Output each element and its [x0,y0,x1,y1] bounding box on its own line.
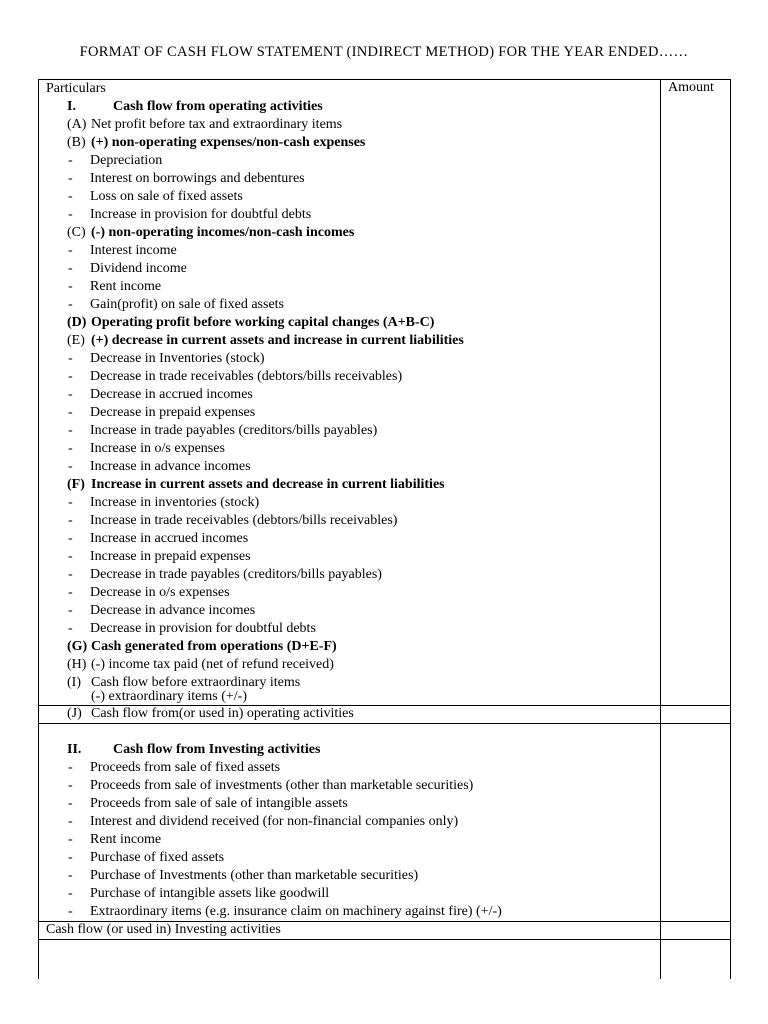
bullet-dash: - [68,621,73,636]
bullet-dash: - [68,850,73,865]
row-divider-investing-total [38,939,731,940]
section-number: I. [67,99,76,114]
line-text: Cash generated from operations (D+E-F) [91,639,337,654]
bullet-dash: - [68,567,73,582]
item-text: Increase in provision for doubtful debts [90,207,312,222]
bullet-dash: - [68,760,73,775]
item-text: Decrease in trade receivables (debtors/bills receivables) [90,369,403,384]
item-text: Decrease in accrued incomes [90,387,253,402]
bullet-dash: - [68,423,73,438]
bullet-dash: - [68,886,73,901]
bullet-dash: - [68,351,73,366]
item-text: Rent income [90,832,162,847]
line-text: (-) non-operating incomes/non-cash incomes [91,225,355,240]
bullet-dash: - [68,513,73,528]
line-label: (B) [67,135,86,150]
page-title: FORMAT OF CASH FLOW STATEMENT (INDIRECT METHOD) FOR THE YEAR ENDED…… [79,44,689,60]
line-label: (G) [67,639,88,654]
bullet-dash: - [68,207,73,222]
line-text: (+) decrease in current assets and increase in current liabilities [91,333,464,348]
bullet-dash: - [68,495,73,510]
section-number: II. [67,742,82,757]
item-text: Increase in trade receivables (debtors/bills receivables) [90,513,398,528]
item-text: Purchase of intangible assets like goodwill [90,886,330,901]
item-text: Increase in accrued incomes [90,531,249,546]
section-title: Cash flow from operating activities [113,99,323,114]
bullet-dash: - [68,549,73,564]
line-text: (-) income tax paid (net of refund received) [91,657,334,672]
bullet-dash: - [68,369,73,384]
column-divider [660,79,661,979]
item-text: Increase in inventories (stock) [90,495,260,510]
bullet-dash: - [68,778,73,793]
total-label: Cash flow (or used in) Investing activities [46,922,281,937]
table-border-left [38,79,39,979]
bullet-dash: - [68,387,73,402]
item-text: Interest on borrowings and debentures [90,171,305,186]
bullet-dash: - [68,603,73,618]
bullet-dash: - [68,796,73,811]
bullet-dash: - [68,531,73,546]
item-text: Depreciation [90,153,163,168]
item-text: Increase in advance incomes [90,459,251,474]
item-text: Interest income [90,243,177,258]
line-label: (E) [67,333,85,348]
item-text: Decrease in prepaid expenses [90,405,256,420]
item-text: Purchase of fixed assets [90,850,225,865]
item-text: Decrease in Inventories (stock) [90,351,265,366]
bullet-dash: - [68,405,73,420]
item-text: Increase in trade payables (creditors/bills payables) [90,423,378,438]
table-border-right [730,79,731,979]
item-text: Rent income [90,279,162,294]
line-text: Cash flow before extraordinary items [91,675,301,690]
line-text: Net profit before tax and extraordinary items [91,117,343,132]
bullet-dash: - [68,441,73,456]
item-text: Gain(profit) on sale of fixed assets [90,297,284,312]
bullet-dash: - [68,153,73,168]
cash-flow-table [38,79,731,979]
line-text: Cash flow from(or used in) operating activities [91,706,354,721]
particulars-header: Particulars [46,81,106,96]
row-divider-operating-total [38,723,731,724]
line-label: (A) [67,117,87,132]
line-text: (+) non-operating expenses/non-cash expenses [91,135,366,150]
line-text: Increase in current assets and decrease in current liabilities [91,477,445,492]
item-text: Decrease in trade payables (creditors/bills payables) [90,567,382,582]
item-text: Interest and dividend received (for non-financial companies only) [90,814,459,829]
line-label: (F) [67,477,85,492]
bullet-dash: - [68,243,73,258]
bullet-dash: - [68,832,73,847]
line-label: (I) [67,675,81,690]
bullet-dash: - [68,279,73,294]
bullet-dash: - [68,297,73,312]
line-label: (D) [67,315,87,330]
bullet-dash: - [68,459,73,474]
bullet-dash: - [68,814,73,829]
item-text: Purchase of Investments (other than marketable securities) [90,868,419,883]
section-title: Cash flow from Investing activities [113,742,321,757]
line-text: (-) extraordinary items (+/-) [91,689,247,704]
item-text: Increase in prepaid expenses [90,549,251,564]
item-text: Proceeds from sale of investments (other than marketable securities) [90,778,474,793]
item-text: Increase in o/s expenses [90,441,225,456]
bullet-dash: - [68,904,73,919]
line-label: (J) [67,706,82,721]
amount-header: Amount [668,80,714,95]
item-text: Dividend income [90,261,187,276]
item-text: Loss on sale of fixed assets [90,189,243,204]
item-text: Extraordinary items (e.g. insurance claim on machinery against fire) (+/-) [90,904,502,919]
bullet-dash: - [68,868,73,883]
item-text: Decrease in provision for doubtful debts [90,621,316,636]
line-label: (H) [67,657,87,672]
table-border-top [38,79,731,80]
item-text: Decrease in advance incomes [90,603,256,618]
item-text: Proceeds from sale of sale of intangible assets [90,796,348,811]
item-text: Decrease in o/s expenses [90,585,230,600]
line-label: (C) [67,225,86,240]
bullet-dash: - [68,171,73,186]
bullet-dash: - [68,189,73,204]
bullet-dash: - [68,585,73,600]
item-text: Proceeds from sale of fixed assets [90,760,281,775]
line-text: Operating profit before working capital changes (A+B-C) [91,315,435,330]
bullet-dash: - [68,261,73,276]
